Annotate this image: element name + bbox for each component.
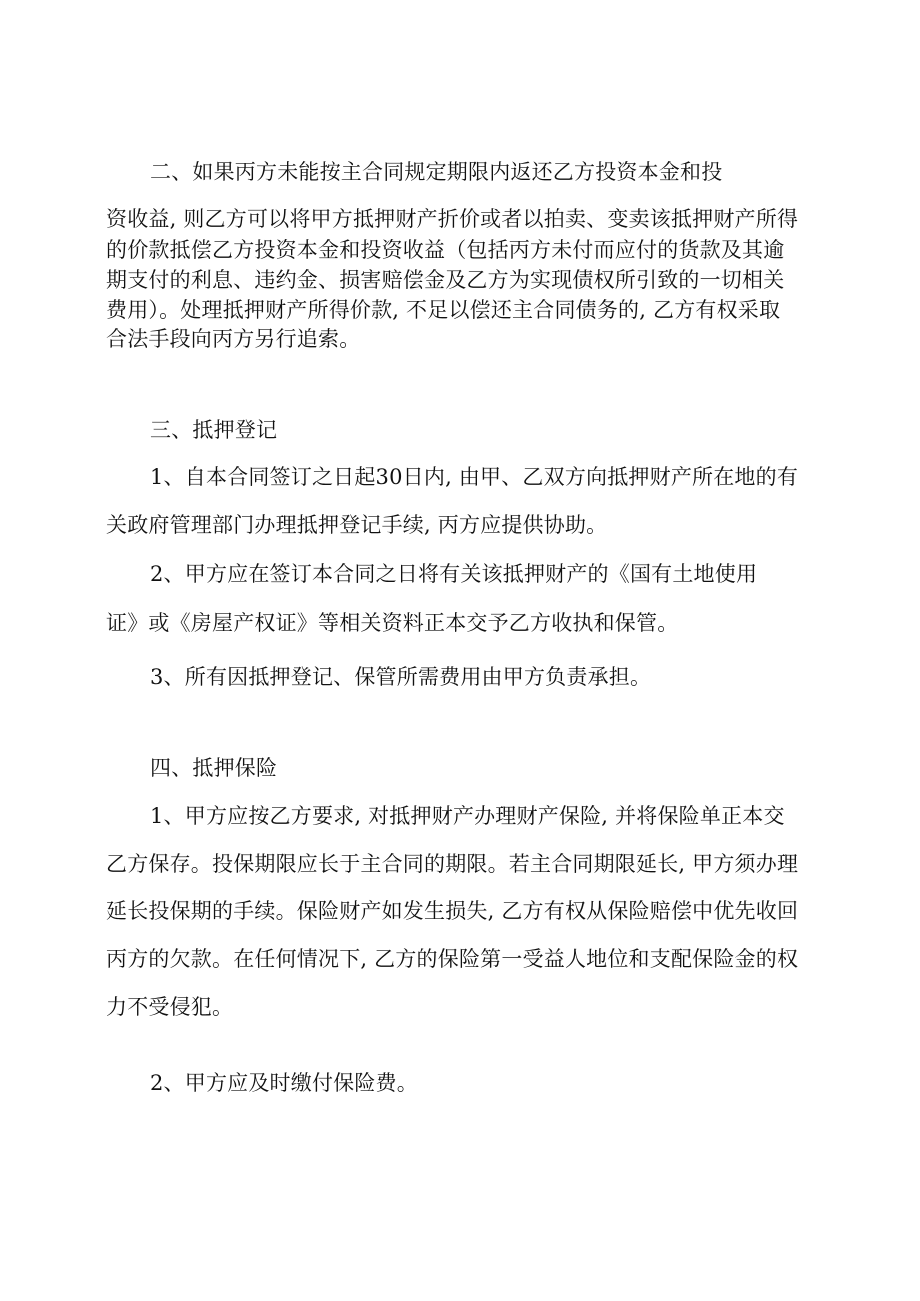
paragraph-line: 乙方保存。投保期限应长于主合同的期限。若主合同期限延长, 甲方须办理 [106,852,799,876]
paragraph-line: 证》或《房屋产权证》等相关资料正本交予乙方收执和保管。 [106,611,679,635]
paragraph-line: 力不受侵犯。 [106,995,234,1019]
paragraph-line: 1、自本合同签订之日起30日内, 由甲、乙双方向抵押财产所在地的有 [150,465,799,489]
section-heading: 四、抵押保险 [150,756,278,780]
paragraph-line: 3、所有因抵押登记、保管所需费用由甲方负责承担。 [150,665,652,689]
paragraph-line: 期支付的利息、违约金、损害赔偿金及乙方为实现债权所引致的一切相关 [106,268,785,292]
paragraph-line: 合法手段向丙方另行追索。 [106,327,361,351]
paragraph-line: 的价款抵偿乙方投资本金和投资收益（包括丙方未付而应付的货款及其逾 [106,238,785,262]
paragraph-line: 2、甲方应在签订本合同之日将有关该抵押财产的《国有土地使用 [150,562,758,586]
paragraph-line: 丙方的欠款。在任何情况下, 乙方的保险第一受益人地位和支配保险金的权 [106,947,799,971]
paragraph-line: 二、如果丙方未能按主合同规定期限内返还乙方投资本金和投 [150,160,723,184]
paragraph-line: 费用）。处理抵押财产所得价款, 不足以偿还主合同债务的, 乙方有权采取 [106,298,781,322]
paragraph-line: 资收益, 则乙方可以将甲方抵押财产折价或者以拍卖、变卖该抵押财产所得 [106,207,799,231]
paragraph-line: 2、甲方应及时缴付保险费。 [150,1071,418,1095]
paragraph-line: 延长投保期的手续。保险财产如发生损失, 乙方有权从保险赔偿中优先收回 [106,899,799,923]
section-heading: 三、抵押登记 [150,418,278,442]
paragraph-line: 关政府管理部门办理抵押登记手续, 丙方应提供协助。 [106,513,608,537]
paragraph-line: 1、甲方应按乙方要求, 对抵押财产办理财产保险, 并将保险单正本交 [150,804,785,828]
